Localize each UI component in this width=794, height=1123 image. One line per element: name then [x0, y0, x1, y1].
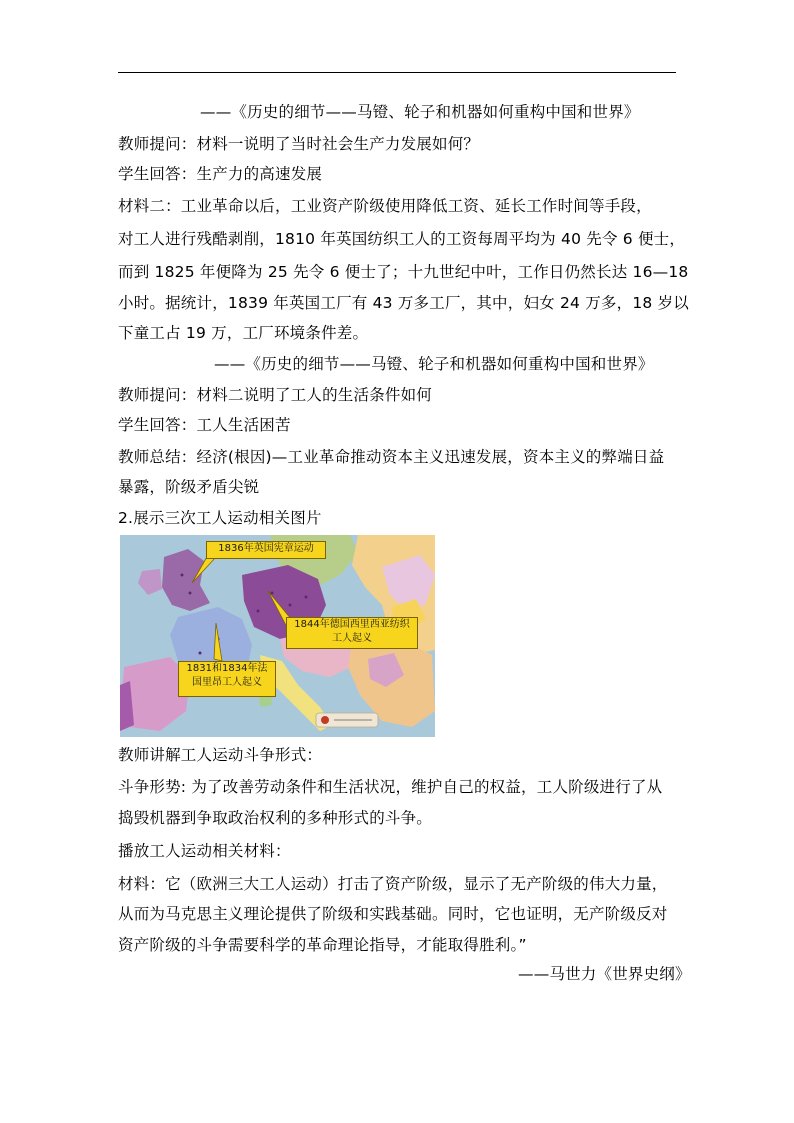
struggle-form-line: 斗争形势: 为了改善劳动条件和生活状况，维护自己的权益，工人阶级进行了从 — [118, 778, 663, 796]
callout-uk-chartist-movement — [206, 541, 326, 559]
student-answer-1: 学生回答：生产力的高速发展 — [118, 165, 323, 183]
struggle-form-line: 捣毁机器到争取政治权利的多种形式的斗争。 — [118, 809, 433, 827]
quote-attribution: ——马世力《世界史纲》 — [518, 965, 691, 983]
callout-fr-label-line: 1831和1834年法 — [186, 663, 268, 674]
europe-labor-movement-map — [120, 535, 435, 737]
play-material-heading: 播放工人运动相关材料： — [118, 842, 291, 860]
callout-uk-label: 1836年英国宪章运动 — [218, 543, 314, 554]
teacher-explanation: 教师讲解工人运动斗争形式： — [118, 746, 323, 764]
section-heading-2: 2.展示三次工人运动相关图片 — [118, 509, 322, 527]
material-2-line: 对工人进行残酷剥削，1810 年英国纺织工人的工资每周平均为 40 先令 6 便士， — [118, 230, 686, 248]
teacher-summary-line: 教师总结：经济(根因)—工业革命推动资本主义迅速发展，资本主义的弊端日益 — [118, 448, 665, 466]
callout-silesian-weavers-uprising — [286, 617, 418, 649]
source-citation-2: ——《历史的细节——马镫、轮子和机器如何重构中国和世界》 — [214, 355, 654, 373]
callout-de-label-line: 工人起义 — [332, 633, 372, 644]
material-2-line: 材料二：工业革命以后，工业资产阶级使用降低工资、延长工作时间等手段， — [118, 197, 652, 215]
teacher-summary-line: 暴露，阶级矛盾尖锐 — [118, 478, 260, 496]
callout-fr-label-line: 国里昂工人起义 — [192, 677, 262, 688]
material-2-line: 而到 1825 年便降为 25 先令 6 便士了；十九世纪中叶，工作日仍然长达 16—18 — [118, 263, 689, 281]
material-2-line: 下童工占 19 万，工厂环境条件差。 — [118, 324, 369, 342]
header-rule — [118, 72, 676, 73]
student-answer-2: 学生回答：工人生活困苦 — [118, 416, 291, 434]
callout-de-label-line: 1844年德国西里西亚纺织 — [294, 619, 410, 630]
source-citation-1: ——《历史的细节——马镫、轮子和机器如何重构中国和世界》 — [200, 103, 640, 121]
teacher-question-1: 教师提问：材料一说明了当时社会生产力发展如何？ — [118, 135, 480, 153]
material-2-line: 小时。据统计，1839 年英国工厂有 43 万多工厂，其中，妇女 24 万多，18 岁以 — [118, 294, 689, 312]
quote-line: 从而为马克思主义理论提供了阶级和实践基础。同时，它也证明，无产阶级反对 — [118, 905, 668, 923]
quote-line: 资产阶级的斗争需要科学的革命理论指导，才能取得胜利。” — [118, 936, 527, 954]
teacher-question-2: 教师提问：材料二说明了工人的生活条件如何 — [118, 386, 433, 404]
quote-line: 材料：它（欧洲三大工人运动）打击了资产阶级，显示了无产阶级的伟大力量， — [118, 875, 668, 893]
callout-lyon-uprising — [178, 661, 276, 697]
